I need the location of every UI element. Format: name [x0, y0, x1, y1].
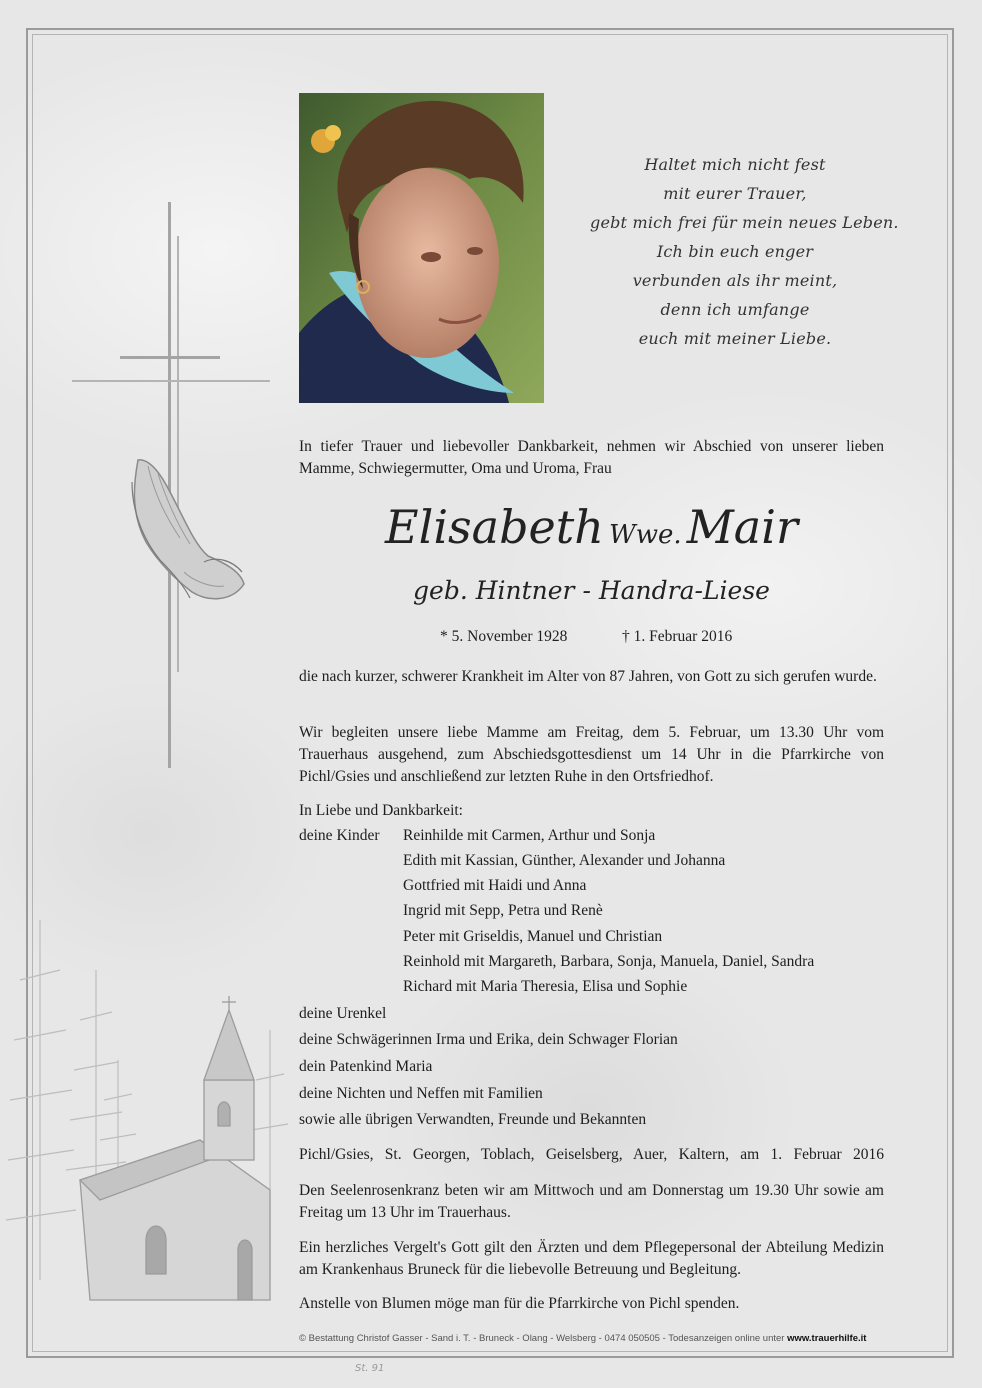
poem-line: denn ich umfange	[660, 300, 810, 319]
funeral-info: Wir begleiten unsere liebe Mamme am Freitag, dem 5. Februar, um 13.30 Uhr vom Trauerhaus ausgehend, zum Abschiedsgottesdienst um 14 Uhr in die Pfarrkirche von Pichl/Gsies und anschließend zur letzten Ruhe in den Ortsfriedhof.	[299, 724, 884, 785]
poem-line: verbunden als ihr meint,	[632, 271, 838, 290]
widow-abbrev: Wwe.	[608, 520, 682, 550]
footer-credits	[299, 1333, 951, 1344]
birth-name: geb. Hintner - Handra-Liese	[413, 576, 770, 605]
deceased-portrait	[299, 93, 544, 403]
list-item: deine Nichten und Neffen mit Familien	[299, 1085, 543, 1102]
list-item: Gottfried mit Haidi und Anna	[403, 877, 587, 894]
list-item: dein Patenkind Maria	[299, 1058, 433, 1075]
poem-line: gebt mich frei für mein neues Leben.	[590, 213, 899, 232]
list-item: sowie alle übrigen Verwandten, Freunde und Bekannten	[299, 1111, 647, 1128]
list-item: Reinhilde mit Carmen, Arthur und Sonja	[403, 827, 656, 844]
poem-line: Ich bin euch enger	[656, 242, 814, 261]
list-item: Reinhold mit Margareth, Barbara, Sonja, Manuela, Daniel, Sandra	[403, 953, 815, 970]
mourners-heading: In Liebe und Dankbarkeit:	[299, 802, 463, 819]
children-label: deine Kinder	[299, 827, 380, 844]
list-item: deine Schwägerinnen Irma und Erika, dein Schwager Florian	[299, 1031, 678, 1048]
rosary-info: Den Seelenrosenkranz beten wir am Mittwoch und am Donnerstag um 19.30 Uhr sowie am Freitag um 13 Uhr im Trauerhaus.	[299, 1182, 884, 1221]
place-date: Pichl/Gsies, St. Georgen, Toblach, Geiselsberg, Auer, Kaltern, am 1. Februar 2016	[299, 1146, 884, 1163]
list-item: Ingrid mit Sepp, Petra und Renè	[403, 902, 603, 919]
list-item: Richard mit Maria Theresia, Elisa und Sophie	[403, 978, 688, 995]
poem-line: euch mit meiner Liebe.	[638, 329, 832, 348]
birth-date: * 5. November 1928	[440, 628, 568, 645]
first-name: Elisabeth	[385, 500, 604, 554]
church-illustration	[0, 900, 300, 1320]
death-date: † 1. Februar 2016	[622, 628, 733, 645]
footer-link[interactable]: www.trauerhilfe.it	[787, 1333, 867, 1344]
thanks-text: Ein herzliches Vergelt's Gott gilt den Ärzten und dem Pflegepersonal der Abteilung Medizin am Krankenhaus Bruneck für die liebevolle Betreuung und Begleitung.	[299, 1239, 884, 1278]
death-notice: die nach kurzer, schwerer Krankheit im Alter von 87 Jahren, von Gott zu sich gerufen wurde.	[299, 668, 877, 685]
deceased-name	[299, 500, 884, 554]
intro-text: In tiefer Trauer und liebevoller Dankbarkeit, nehmen wir Abschied von unserer lieben Mamme, Schwiegermutter, Oma und Uroma, Frau	[299, 438, 884, 477]
last-name: Mair	[686, 500, 798, 554]
poem-line: mit eurer Trauer,	[663, 184, 807, 203]
list-item: Edith mit Kassian, Günther, Alexander und Johanna	[403, 852, 726, 869]
archive-mark: St. 91	[355, 1363, 385, 1374]
list-item: Peter mit Griseldis, Manuel und Christian	[403, 928, 663, 945]
memorial-poem	[590, 150, 899, 353]
list-item: deine Urenkel	[299, 1005, 387, 1022]
poem-line: Haltet mich nicht fest	[644, 155, 826, 174]
praying-hands-icon	[124, 452, 248, 608]
footer-text: © Bestattung Christof Gasser - Sand i. T. - Bruneck - Olang - Welsberg - 0474 050505 - Todesanzeigen online unter	[299, 1333, 788, 1344]
flowers-note: Anstelle von Blumen möge man für die Pfarrkirche von Pichl spenden.	[299, 1295, 740, 1312]
